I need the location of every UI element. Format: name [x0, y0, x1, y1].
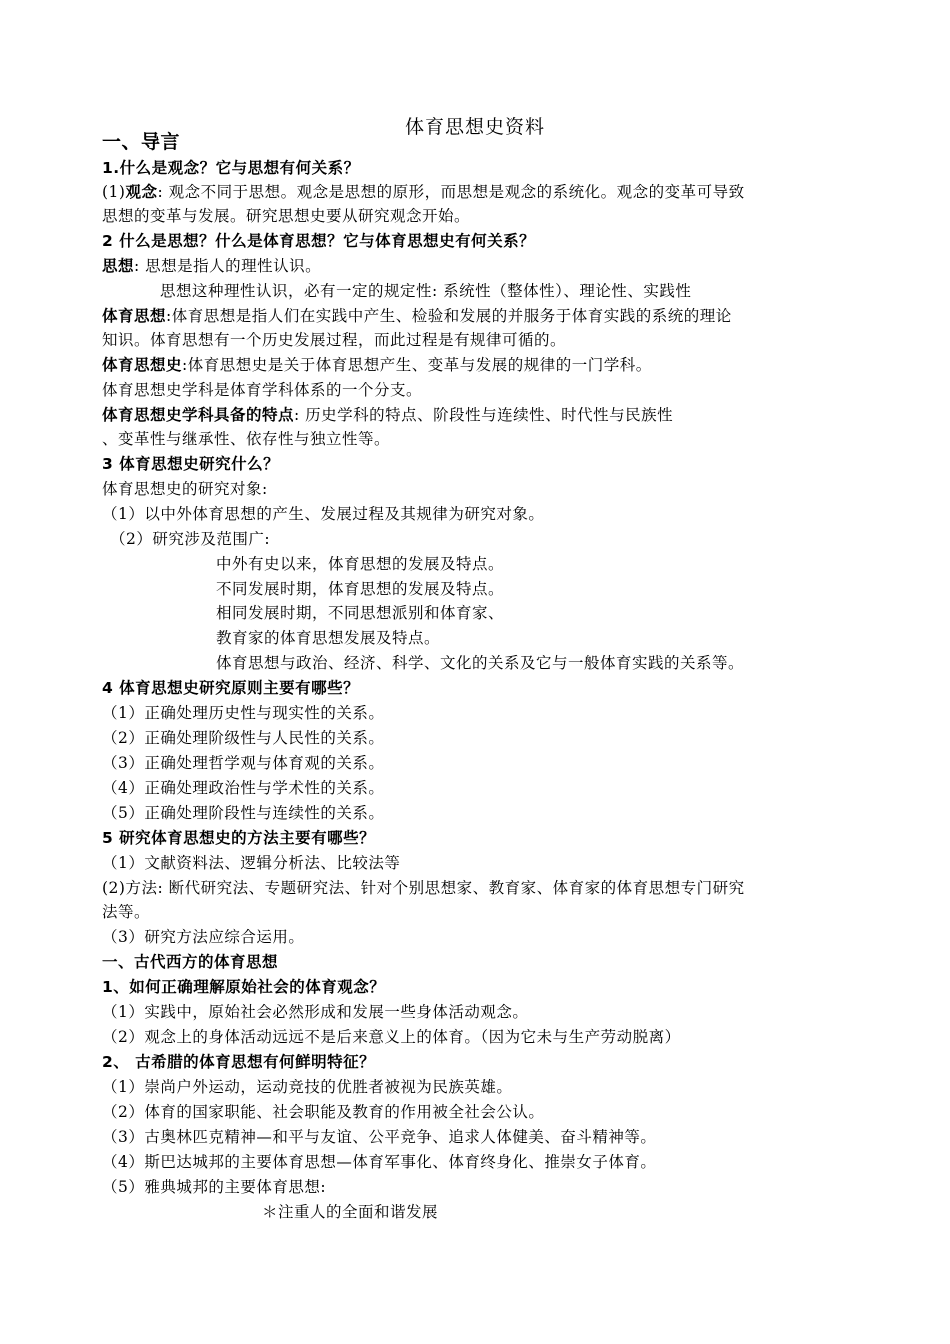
document-title: 体育思想史资料	[404, 116, 545, 138]
text-line: （5）雅典城邦的主要体育思想:	[102, 1178, 327, 1196]
text-line: ＊注重人的全面和谐发展	[262, 1203, 439, 1221]
text-line: （2）观念上的身体活动远远不是后来意义上的体育。（因为它未与生产劳动脱离）	[102, 1028, 681, 1046]
text-line: 不同发展时期，体育思想的发展及特点。	[216, 580, 505, 598]
bold-term: 体育思想	[102, 307, 167, 325]
text-line: （4）正确处理政治性与学术性的关系。	[102, 779, 385, 797]
text-line: 法等。	[102, 903, 151, 921]
section-heading: 一、古代西方的体育思想	[102, 953, 279, 971]
text-line: （3）古奥林匹克精神—和平与友谊、公平竞争、追求人体健美、奋斗精神等。	[102, 1128, 657, 1146]
text-line: （1）文献资料法、逻辑分析法、比较法等	[102, 854, 401, 872]
text-segment: (1)	[102, 183, 126, 201]
section-heading: 3 体育思想史研究什么？	[102, 455, 280, 473]
text-line	[102, 254, 321, 278]
section-heading: 2 什么是思想？什么是体育思想？它与体育思想史有何关系？	[102, 232, 536, 250]
text-line: （1）正确处理历史性与现实性的关系。	[102, 704, 385, 722]
text-segment: :体育思想史是关于体育思想产生、变革与发展的规律的一门学科。	[182, 356, 652, 374]
text-line: （2）体育的国家职能、社会职能及教育的作用被全社会公认。	[102, 1103, 545, 1121]
text-line	[102, 353, 652, 377]
text-line: (2)方法: 断代研究法、专题研究法、针对个别思想家、教育家、体育家的体育思想专门研究	[102, 879, 745, 897]
bold-term: 观念	[125, 183, 158, 201]
text-line: 相同发展时期，不同思想派别和体育家、	[216, 604, 505, 622]
text-line	[102, 180, 745, 204]
section-heading: 5 研究体育思想史的方法主要有哪些？	[102, 829, 376, 847]
text-line: （2）研究涉及范围广:	[110, 530, 271, 548]
text-line: （1）崇尚户外运动，运动竞技的优胜者被视为民族英雄。	[102, 1078, 513, 1096]
text-line: 思想的变革与发展。研究思想史要从研究观念开始。	[102, 207, 471, 225]
text-line: （4）斯巴达城邦的主要体育思想—体育军事化、体育终身化、推崇女子体育。	[102, 1153, 657, 1171]
text-line: 思想这种理性认识，必有一定的规定性: 系统性（整体性）、理论性、实践性	[160, 282, 692, 300]
bold-term: 思想	[102, 257, 135, 275]
text-segment: : 观念不同于思想。观念是思想的原形，而思想是观念的系统化。观念的变革可导致	[157, 183, 745, 201]
section-heading: 2、 古希腊的体育思想有何鲜明特征？	[102, 1053, 376, 1071]
text-line: 体育思想史的研究对象:	[102, 480, 268, 498]
text-segment: : 历史学科的特点、阶段性与连续性、时代性与民族性	[294, 406, 674, 424]
text-line	[102, 304, 732, 328]
text-line: 体育思想与政治、经济、科学、文化的关系及它与一般体育实践的关系等。	[216, 654, 745, 672]
text-line: （1）实践中，原始社会必然形成和发展一些身体活动观念。	[102, 1003, 529, 1021]
text-line: 中外有史以来，体育思想的发展及特点。	[216, 555, 505, 573]
section-heading: 1.什么是观念？它与思想有何关系？	[102, 159, 360, 177]
section-heading: 4 体育思想史研究原则主要有哪些？	[102, 679, 360, 697]
text-line: 、变革性与继承性、依存性与独立性等。	[102, 430, 391, 448]
text-line: （2）正确处理阶级性与人民性的关系。	[102, 729, 385, 747]
bold-term: 体育思想史	[102, 356, 183, 374]
text-line: 知识。体育思想有一个历史发展过程，而此过程是有规律可循的。	[102, 331, 567, 349]
text-line	[102, 403, 673, 427]
text-line: （1）以中外体育思想的产生、发展过程及其规律为研究对象。	[102, 505, 545, 523]
text-line: （5）正确处理阶段性与连续性的关系。	[102, 804, 385, 822]
text-segment: : 思想是指人的理性认识。	[134, 257, 322, 275]
section-heading: 一、导言	[102, 131, 181, 153]
section-heading: 1、如何正确理解原始社会的体育观念？	[102, 978, 386, 996]
text-segment: :体育思想是指人们在实践中产生、检验和发展的并服务于体育实践的系统的理论	[166, 307, 732, 325]
bold-term: 体育思想史学科具备的特点	[102, 406, 295, 424]
text-line: 体育思想史学科是体育学科体系的一个分支。	[102, 381, 423, 399]
text-line: 教育家的体育思想发展及特点。	[216, 629, 441, 647]
text-line: （3）研究方法应综合运用。	[102, 928, 305, 946]
text-line: （3）正确处理哲学观与体育观的关系。	[102, 754, 385, 772]
